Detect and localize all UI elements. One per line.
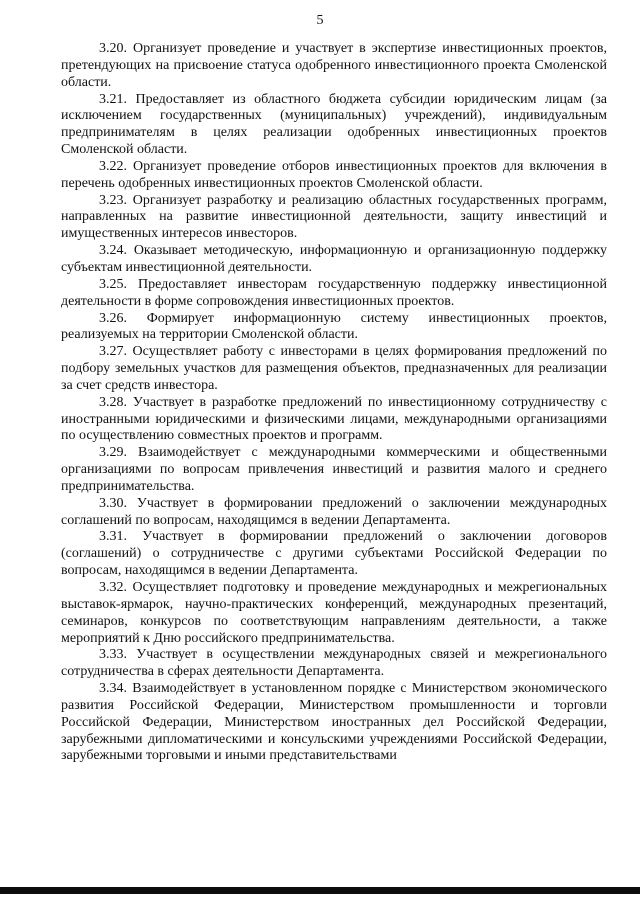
- page-number: 5: [316, 13, 324, 28]
- paragraph-3-26: 3.26. Формирует информационную систему инвестиционных проектов, реализуемых на территории Смоленской области.: [61, 310, 607, 343]
- paragraph-3-25: 3.25. Предоставляет инвесторам государственную поддержку инвестиционной деятельности в форме сопровождения инвестиционных проектов.: [61, 276, 607, 309]
- paragraph-3-33: 3.33. Участвует в осуществлении международных связей и межрегионального сотрудничества в сферах деятельности Департамента.: [61, 647, 607, 680]
- paragraph-3-22: 3.22. Организует проведение отборов инвестиционных проектов для включения в перечень одобренных инвестиционных проектов Смоленской области.: [61, 158, 607, 191]
- paragraph-3-34: 3.34. Взаимодействует в установленном порядке с Министерством экономического развития Российской Федерации, Министерством промышленности и торговли Российской Федерации, Министерством иностранных дел Российской Федерации, зарубежными дипломатическими и консульскими учреждениями Российской Федерации, зарубежными торговыми и иными представительствами: [61, 681, 607, 764]
- paragraph-3-27: 3.27. Осуществляет работу с инвесторами в целях формирования предложений по подбору земельных участков для размещения объектов, предназначенных для реализации за счет средств инвестора.: [61, 344, 607, 393]
- paragraph-3-28: 3.28. Участвует в разработке предложений по инвестиционному сотрудничеству с иностранными юридическими и физическими лицами, международными организациями по осуществлению совместных проектов и программ.: [61, 394, 607, 444]
- scan-bottom-edge: [0, 887, 640, 894]
- paragraph-3-20: 3.20. Организует проведение и участвует в экспертизе инвестиционных проектов, претендующих на присвоение статуса одобренного инвестиционного проекта Смоленской области.: [61, 41, 607, 90]
- paragraph-3-24: 3.24. Оказывает методическую, информационную и организационную поддержку субъектам инвестиционной деятельности.: [61, 243, 607, 275]
- document-body: [61, 41, 607, 765]
- paragraph-3-29: 3.29. Взаимодействует с международными коммерческими и общественными организациями по вопросам привлечения инвестиций и развития малого и среднего предпринимательства.: [61, 445, 607, 494]
- paragraph-3-23: 3.23. Организует разработку и реализацию областных государственных программ, направленных на развитие инвестиционной деятельности, защиту инвестиций и имущественных интересов инвесторов.: [61, 192, 607, 242]
- paragraph-3-21: 3.21. Предоставляет из областного бюджета субсидии юридическим лицам (за исключением государственных (муниципальных) учреждений), индивидуальным предпринимателям в целях реализации одобренных инвестиционных проектов Смоленской области.: [61, 91, 607, 158]
- paragraph-3-31: 3.31. Участвует в формировании предложений о заключении договоров (соглашений) о сотрудничестве с другими субъектами Российской Федерации по вопросам, находящимся в ведении Департамента.: [61, 529, 607, 579]
- paragraph-3-32: 3.32. Осуществляет подготовку и проведение международных и межрегиональных выставок-ярмарок, научно-практических конференций, международных презентаций, семинаров, конкурсов по соответствующим направлениям деятельности, а также мероприятий к Дню российского предпринимательства.: [61, 580, 607, 646]
- paragraph-3-30: 3.30. Участвует в формировании предложений о заключении международных соглашений по вопросам, находящимся в ведении Департамента.: [61, 495, 607, 528]
